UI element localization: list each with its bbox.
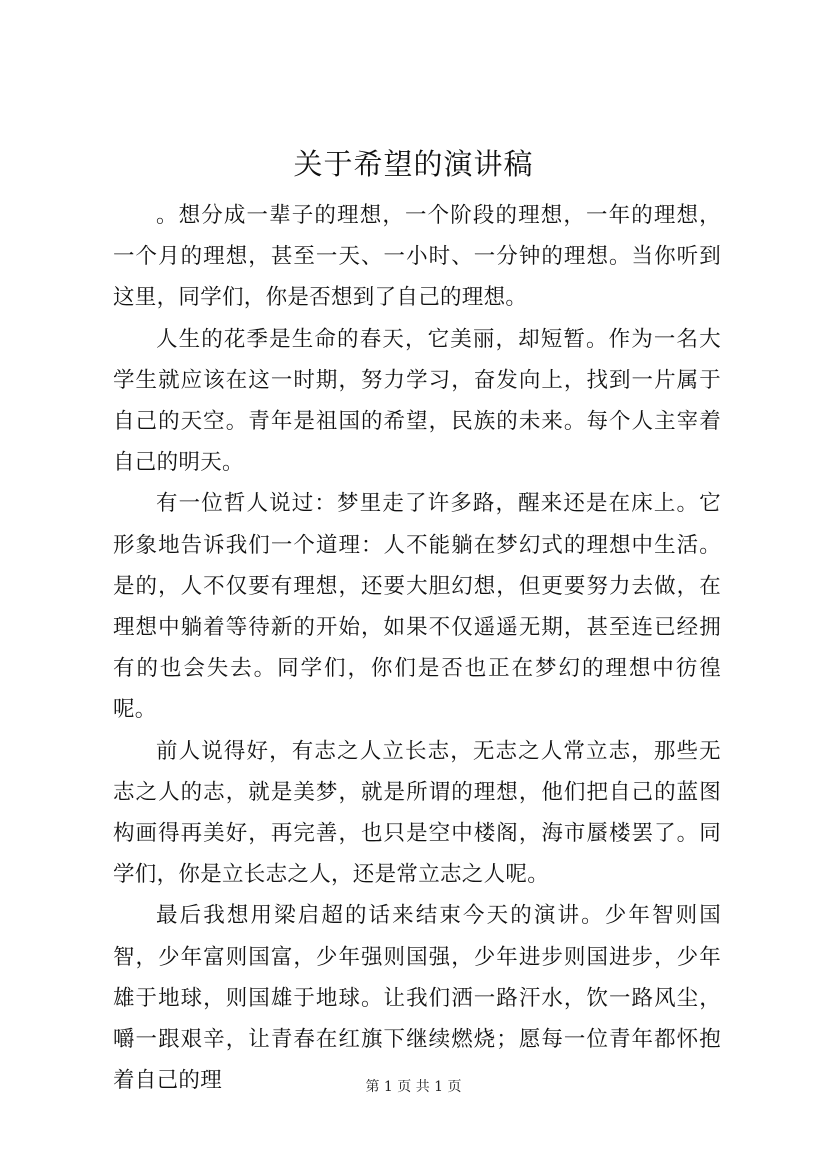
document-body (113, 195, 721, 1101)
paragraph-2: 人生的花季是生命的春天，它美丽，却短暂。作为一名大学生就应该在这一时期，努力学习，奋发向上，找到一片属于自己的天空。青年是祖国的希望，民族的未来。每个人主宰着自己的明天。 (113, 326, 721, 476)
paragraph-5: 最后我想用梁启超的话来结束今天的演讲。少年智则国智，少年富则国富，少年强则国强，少年进步则国进步，少年雄于地球，则国雄于地球。让我们洒一路汗水，饮一路风尘，嚼一跟艰辛，让青春在红旗下继续燃烧；愿每一位青年都怀抱着自己的理 (113, 903, 721, 1094)
paragraph-1: 。想分成一辈子的理想，一个阶段的理想，一年的理想，一个月的理想，甚至一天、一小时、一分钟的理想。当你听到这里，同学们，你是否想到了自己的理想。 (113, 203, 721, 311)
paragraph-4: 前人说得好，有志之人立长志，无志之人常立志，那些无志之人的志，就是美梦，就是所谓的理想，他们把自己的蓝图构画得再美好，再完善，也只是空中楼阁，海市蜃楼罢了。同学们，你是立长志之人，还是常立志之人呢。 (113, 738, 721, 888)
paragraph-3: 有一位哲人说过：梦里走了许多路，醒来还是在床上。它形象地告诉我们一个道理：人不能躺在梦幻式的理想中生活。是的，人不仅要有理想，还要大胆幻想，但更要努力去做，在理想中躺着等待新的开始，如果不仅遥遥无期，甚至连已经拥有的也会失去。同学们，你们是否也正在梦幻的理想中彷徨呢。 (113, 491, 721, 723)
document-title: 关于希望的演讲稿 (293, 147, 534, 181)
page-footer: 第 1 页 共 1 页 (365, 1079, 462, 1095)
